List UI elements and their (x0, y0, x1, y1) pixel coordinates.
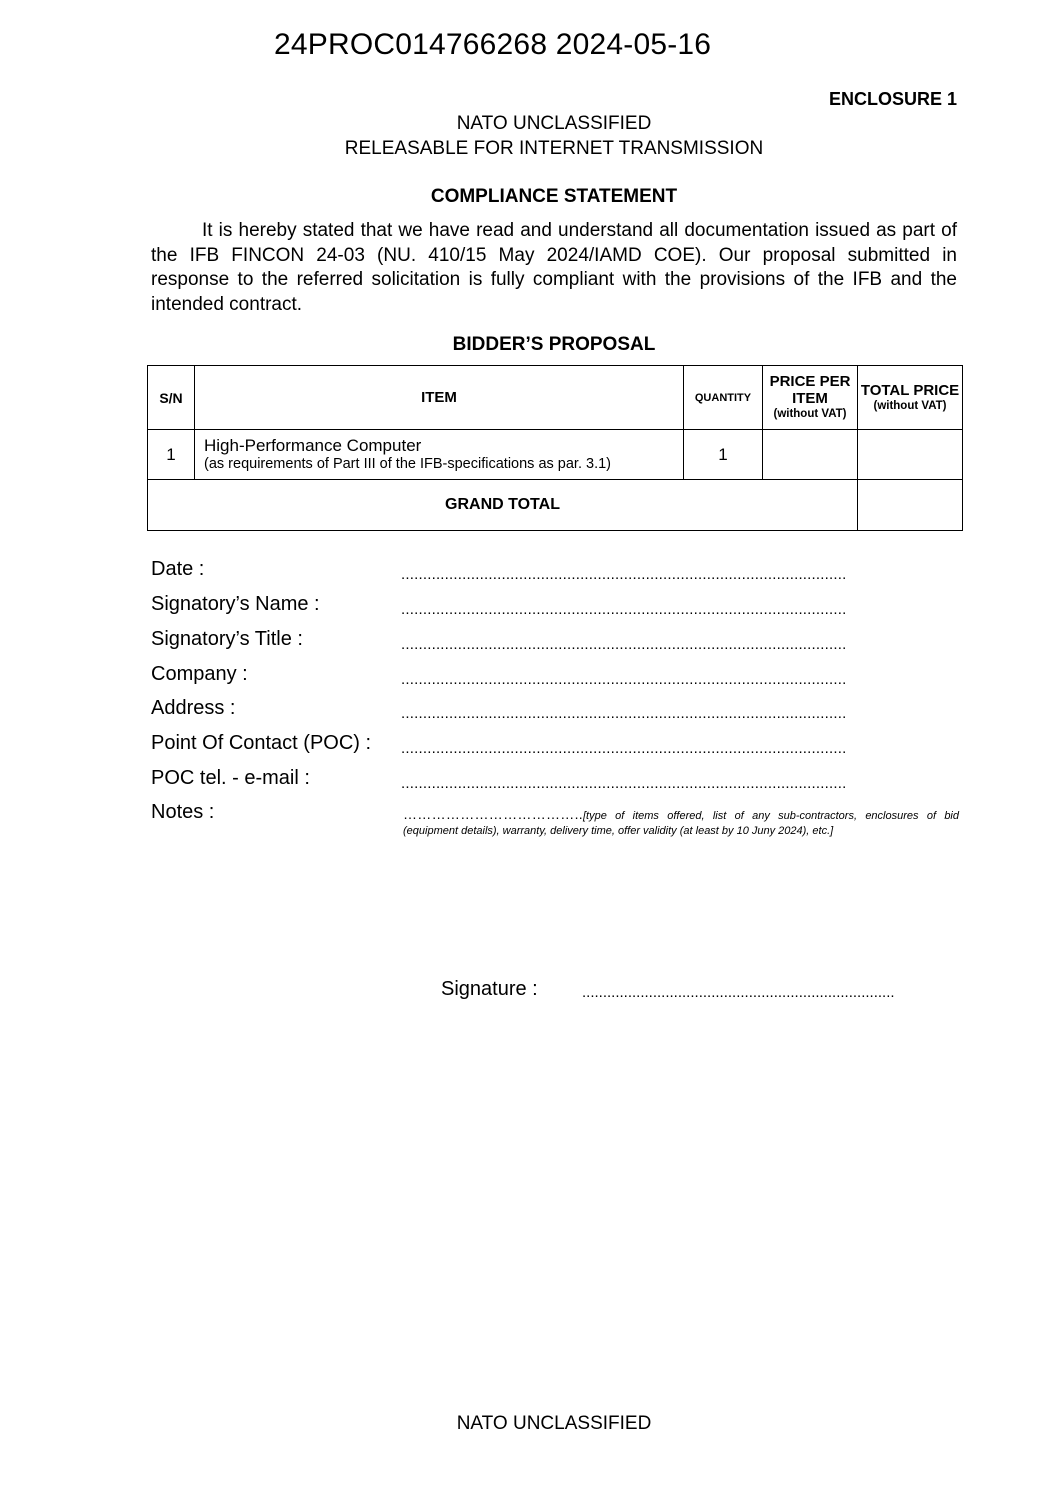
company-field[interactable]: ...................................................................................................... (401, 671, 847, 688)
table-row (148, 430, 963, 480)
signature-field[interactable]: ........................................................................... (582, 984, 895, 1001)
header-price-per-item (763, 366, 858, 430)
proposal-title: BIDDER’S PROPOSAL (452, 334, 656, 355)
date-field[interactable]: ...................................................................................................... (401, 566, 847, 583)
poc-contact-field[interactable]: ...................................................................................................... (401, 775, 847, 792)
row-sn: 1 (148, 430, 195, 480)
header-item: ITEM (195, 366, 684, 430)
poc-field[interactable]: ...................................................................................................... (401, 740, 847, 757)
signatory-name-label: Signatory’s Name : (151, 593, 320, 615)
classification-footer: NATO UNCLASSIFIED (456, 1413, 652, 1434)
grand-total-value[interactable] (858, 480, 963, 531)
table-header-row (148, 366, 963, 430)
row-total-price[interactable] (858, 430, 963, 480)
date-label: Date : (151, 558, 205, 580)
header-total-price-label: TOTAL PRICE (860, 381, 960, 399)
grand-total-label: GRAND TOTAL (148, 480, 858, 531)
compliance-title: COMPLIANCE STATEMENT (430, 186, 678, 207)
document-id: 24PROC014766268 2024-05-16 (274, 28, 712, 61)
compliance-statement-text: It is hereby stated that we have read and understand all documentation issued as part of the IFB FINCON 24-03 (NU. 410/15 May 2024/IAMD COE). Our proposal submitted in response to the referred solicitation is fully compliant with the provisions of the IFB and the intended contract. (151, 220, 957, 315)
enclosure-label: ENCLOSURE 1 (828, 89, 957, 109)
poc-label: Point Of Contact (POC) : (151, 732, 372, 754)
notes-label: Notes : (151, 801, 215, 823)
row-item-name: High-Performance Computer (204, 436, 422, 455)
header-total-price-note: (without VAT) (873, 399, 947, 412)
header-quantity: QUANTITY (684, 366, 763, 430)
header-price-per-item-label: PRICE PER ITEM (769, 373, 851, 407)
row-quantity: 1 (684, 430, 763, 480)
address-field[interactable]: ...................................................................................................... (401, 705, 847, 722)
release-statement: RELEASABLE FOR INTERNET TRANSMISSION (344, 138, 764, 159)
signature-label: Signature : (441, 978, 538, 1000)
row-item-detail: (as requirements of Part III of the IFB-specifications as par. 3.1) (204, 456, 611, 472)
address-label: Address : (151, 697, 236, 719)
grand-total-row (148, 480, 963, 531)
company-label: Company : (151, 663, 248, 685)
header-sn: S/N (148, 366, 195, 430)
row-price-per-item[interactable] (763, 430, 858, 480)
signatory-name-field[interactable]: ...................................................................................................... (401, 601, 847, 618)
signatory-title-label: Signatory’s Title : (151, 628, 303, 650)
header-price-per-item-note: (without VAT) (773, 408, 847, 420)
notes-dots: ……………………………….. (403, 806, 583, 822)
poc-contact-label: POC tel. - e-mail : (151, 767, 310, 789)
notes-field[interactable] (403, 807, 959, 839)
classification-header: NATO UNCLASSIFIED (456, 113, 652, 134)
signatory-title-field[interactable]: ...................................................................................................... (401, 636, 847, 653)
row-item (195, 430, 684, 480)
notes-instructions: [type of items offered, list of any sub-contractors, enclosures of bid (equipment details), warranty, delivery time, offer validity (at least by 10 Juny 2024), etc.] (403, 810, 959, 837)
proposal-table (147, 365, 963, 531)
header-total-price (858, 366, 963, 430)
